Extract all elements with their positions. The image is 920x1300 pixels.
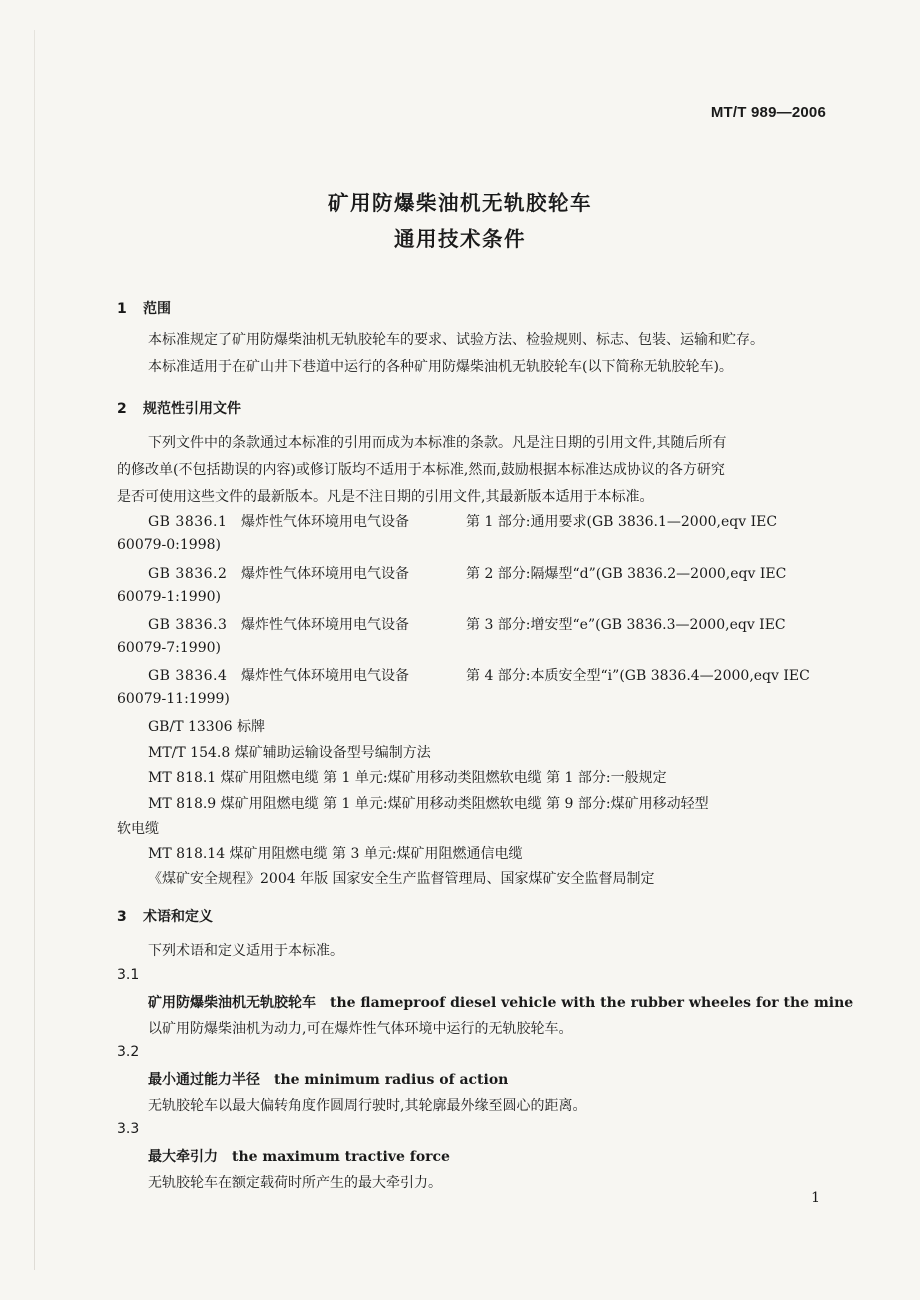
reference-part: 第 2 部分:隔爆型“d”(GB 3836.2—2000,eqv IEC (466, 566, 787, 582)
reference-entry: MT/T 154.8 煤矿辅助运输设备型号编制方法 (148, 745, 431, 761)
reference-entry-continuation: 60079-11:1999) (117, 691, 230, 707)
section-number: 1 (117, 301, 127, 317)
reference-code: GB 3836.4 (148, 668, 228, 684)
document-title-line1: 矿用防爆柴油机无轨胶轮车 (328, 191, 592, 215)
scope-paragraph-2: 本标准适用于在矿山井下巷道中运行的各种矿用防爆柴油机无轨胶轮车(以下简称无轨胶轮车)。 (148, 359, 733, 375)
references-intro-line-1: 下列文件中的条款通过本标准的引用而成为本标准的条款。凡是注日期的引用文件,其随后所有 (148, 435, 727, 451)
term-heading (148, 992, 853, 1012)
section-number: 2 (117, 401, 127, 417)
reference-entry-continuation: 60079-0:1998) (117, 537, 221, 553)
term-heading (148, 1069, 508, 1089)
section-heading-scope (117, 298, 171, 318)
reference-part: 第 1 部分:通用要求(GB 3836.1—2000,eqv IEC (466, 514, 778, 530)
section-title: 规范性引用文件 (143, 401, 241, 417)
reference-title: 爆炸性气体环境用电气设备 (241, 668, 409, 684)
term-chinese: 最小通过能力半径 (148, 1072, 260, 1088)
reference-title: 爆炸性气体环境用电气设备 (241, 617, 409, 633)
term-english: the minimum radius of action (274, 1072, 509, 1088)
term-heading (148, 1146, 450, 1166)
term-definition: 以矿用防爆柴油机为动力,可在爆炸性气体环境中运行的无轨胶轮车。 (148, 1021, 573, 1037)
reference-entry-continuation: 60079-1:1990) (117, 589, 221, 605)
reference-entry: MT 818.9 煤矿用阻燃电缆 第 1 单元:煤矿用移动类阻燃软电缆 第 9 部分:煤矿用移动轻型 (148, 796, 709, 812)
reference-code: GB 3836.3 (148, 617, 228, 633)
terms-intro: 下列术语和定义适用于本标准。 (148, 943, 344, 959)
section-number: 3 (117, 909, 127, 925)
reference-entry: MT 818.1 煤矿用阻燃电缆 第 1 单元:煤矿用移动类阻燃软电缆 第 1 部分:一般规定 (148, 770, 667, 786)
term-chinese: 矿用防爆柴油机无轨胶轮车 (148, 995, 316, 1011)
reference-part: 第 4 部分:本质安全型“i”(GB 3836.4—2000,eqv IEC (466, 668, 810, 684)
reference-entry (148, 563, 827, 583)
page-number: 1 (811, 1190, 820, 1206)
term-number: 3.3 (117, 1121, 140, 1137)
scan-edge-line (34, 30, 35, 1270)
reference-entry (148, 665, 827, 685)
term-chinese: 最大牵引力 (148, 1149, 218, 1165)
reference-part: 第 3 部分:增安型“e”(GB 3836.3—2000,eqv IEC (466, 617, 786, 633)
section-title: 术语和定义 (143, 909, 213, 925)
term-english: the maximum tractive force (232, 1149, 450, 1165)
reference-title: 爆炸性气体环境用电气设备 (241, 514, 409, 530)
reference-entry (148, 614, 827, 634)
reference-title: 爆炸性气体环境用电气设备 (241, 566, 409, 582)
reference-entry: MT 818.14 煤矿用阻燃电缆 第 3 单元:煤矿用阻燃通信电缆 (148, 846, 523, 862)
reference-entry-continuation: 60079-7:1990) (117, 640, 221, 656)
term-number: 3.2 (117, 1044, 140, 1060)
reference-entry: 《煤矿安全规程》2004 年版 国家安全生产监督管理局、国家煤矿安全监督局制定 (148, 871, 655, 887)
reference-code: GB 3836.1 (148, 514, 228, 530)
standard-code: MT/T 989—2006 (710, 104, 826, 121)
scope-paragraph-1: 本标准规定了矿用防爆柴油机无轨胶轮车的要求、试验方法、检验规则、标志、包装、运输和贮存。 (148, 332, 764, 348)
references-intro-line-2: 的修改单(不包括勘误的内容)或修订版均不适用于本标准,然而,鼓励根据本标准达成协议的各方研究 (117, 462, 725, 478)
section-heading-terms-definitions (117, 906, 213, 926)
reference-entry (148, 511, 827, 531)
section-title: 范围 (143, 301, 171, 317)
section-heading-normative-references (117, 398, 241, 418)
term-english: the flameproof diesel vehicle with the rubber wheeles for the mine (330, 995, 854, 1011)
term-definition: 无轨胶轮车在额定载荷时所产生的最大牵引力。 (148, 1175, 442, 1191)
term-definition: 无轨胶轮车以最大偏转角度作圆周行驶时,其轮廓最外缘至圆心的距离。 (148, 1098, 587, 1114)
term-number: 3.1 (117, 967, 140, 983)
reference-entry-continuation: 软电缆 (117, 821, 159, 837)
references-intro-line-3: 是否可使用这些文件的最新版本。凡是不注日期的引用文件,其最新版本适用于本标准。 (117, 489, 654, 505)
reference-entry: GB/T 13306 标牌 (148, 719, 265, 735)
document-title-line2: 通用技术条件 (394, 227, 526, 251)
reference-code: GB 3836.2 (148, 566, 228, 582)
